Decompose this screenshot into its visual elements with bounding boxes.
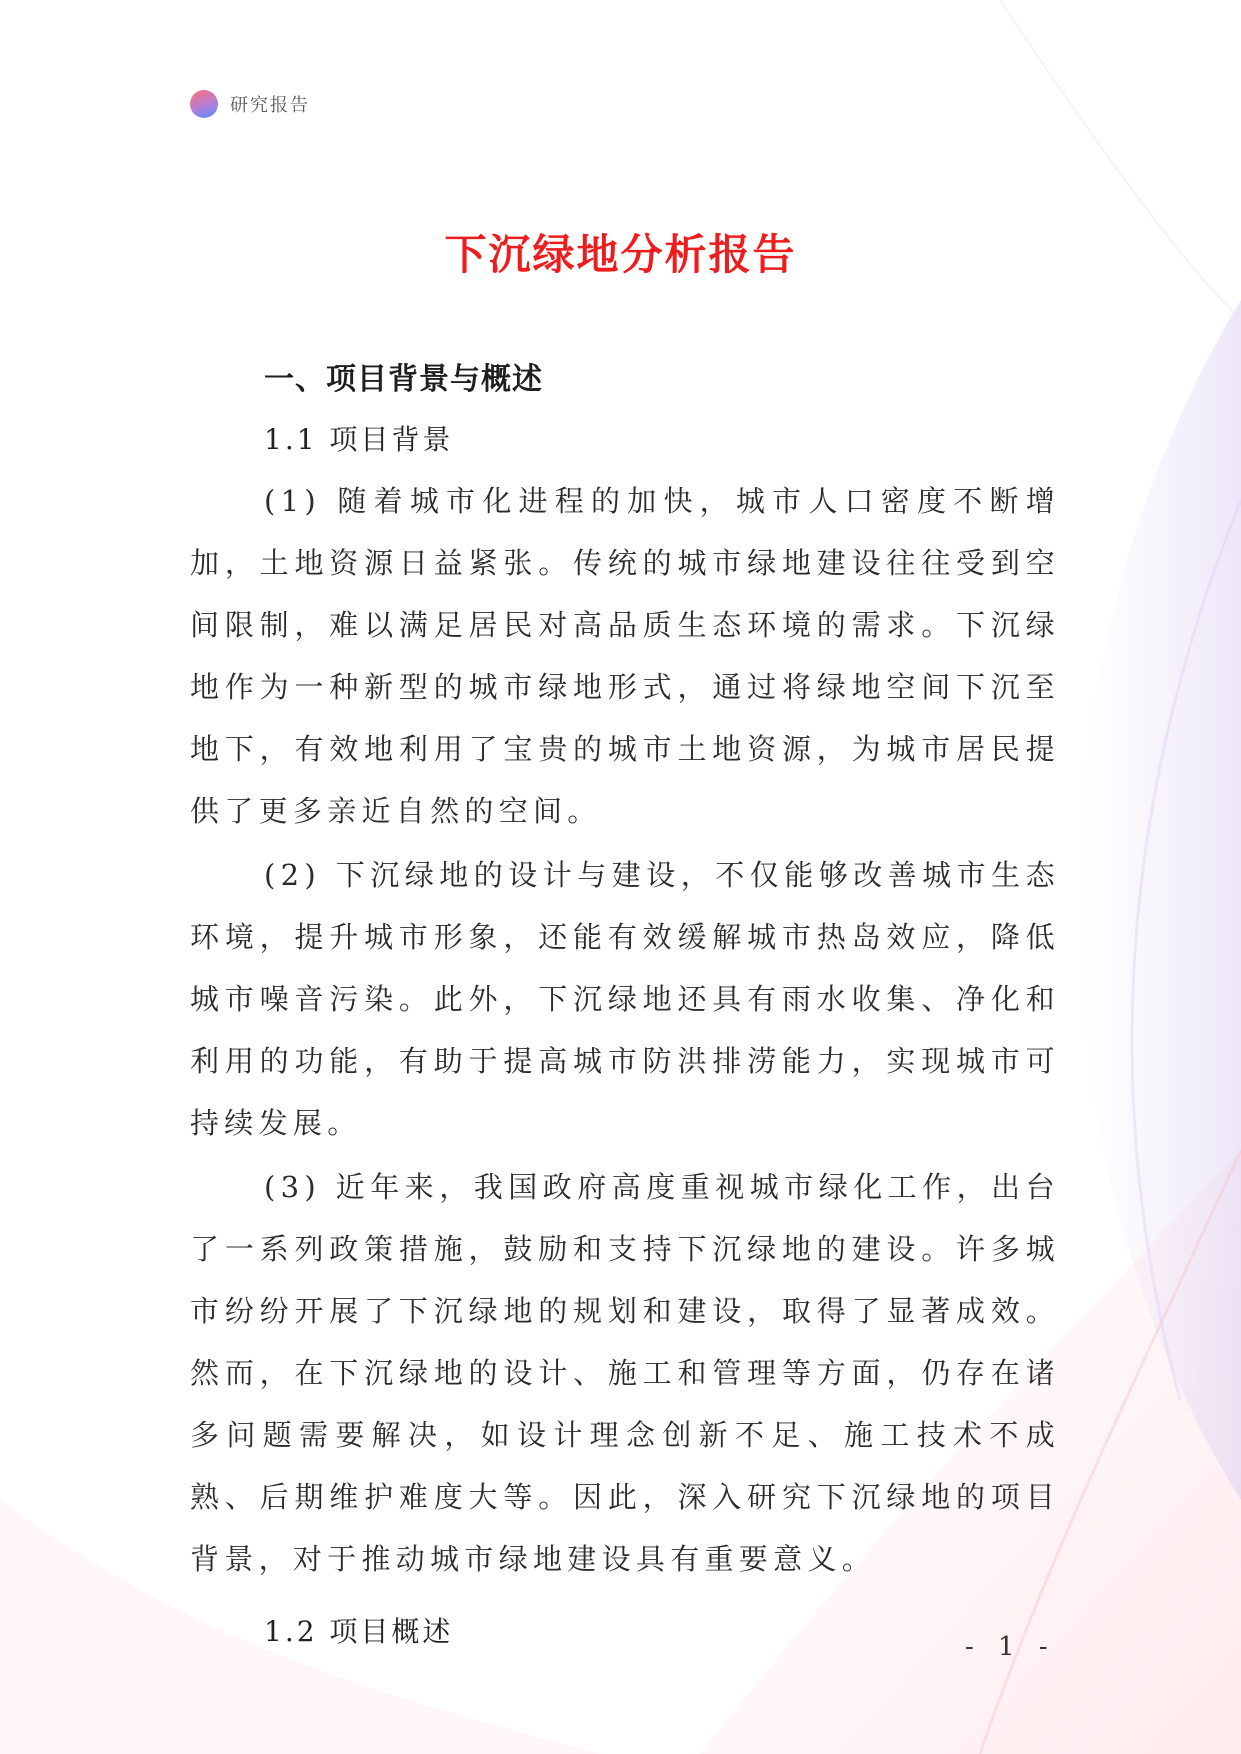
document-body <box>190 352 1060 1660</box>
page-number: - 1 - <box>965 1632 1056 1662</box>
paragraph-2: (2) 下沉绿地的设计与建设，不仅能够改善城市生态环境，提升城市形象，还能有效缓解城市热岛效应，降低城市噪音污染。此外，下沉绿地还具有雨水收集、净化和利用的功能，有助于提高城市防洪排涝能力，实现城市可持续发展。 <box>190 858 1060 1140</box>
paragraph-1: (1) 随着城市化进程的加快，城市人口密度不断增加，土地资源日益紧张。传统的城市绿地建设往往受到空间限制，难以满足居民对高品质生态环境的需求。下沉绿地作为一种新型的城市绿地形式，通过将绿地空间下沉至地下，有效地利用了宝贵的城市土地资源，为城市居民提供了更多亲近自然的空间。 <box>190 484 1060 828</box>
subsection-heading-1-2: 1.2 项目概述 <box>264 1615 454 1648</box>
document-title: 下沉绿地分析报告 <box>444 230 797 279</box>
section-heading: 一、项目背景与概述 <box>264 362 543 397</box>
header-label: 研究报告 <box>230 95 310 116</box>
report-logo-icon <box>190 90 218 118</box>
header <box>190 90 310 118</box>
subsection-heading-1-1: 1.1 项目背景 <box>264 423 454 456</box>
paragraph-3: (3) 近年来，我国政府高度重视城市绿化工作，出台了一系列政策措施，鼓励和支持下沉绿地的建设。许多城市纷纷开展了下沉绿地的规划和建设，取得了显著成效。然而，在下沉绿地的设计、施工和管理等方面，仍存在诸多问题需要解决，如设计理念创新不足、施工技术不成熟、后期维护难度大等。因此，深入研究下沉绿地的项目背景，对于推动城市绿地建设具有重要意义。 <box>190 1170 1060 1576</box>
